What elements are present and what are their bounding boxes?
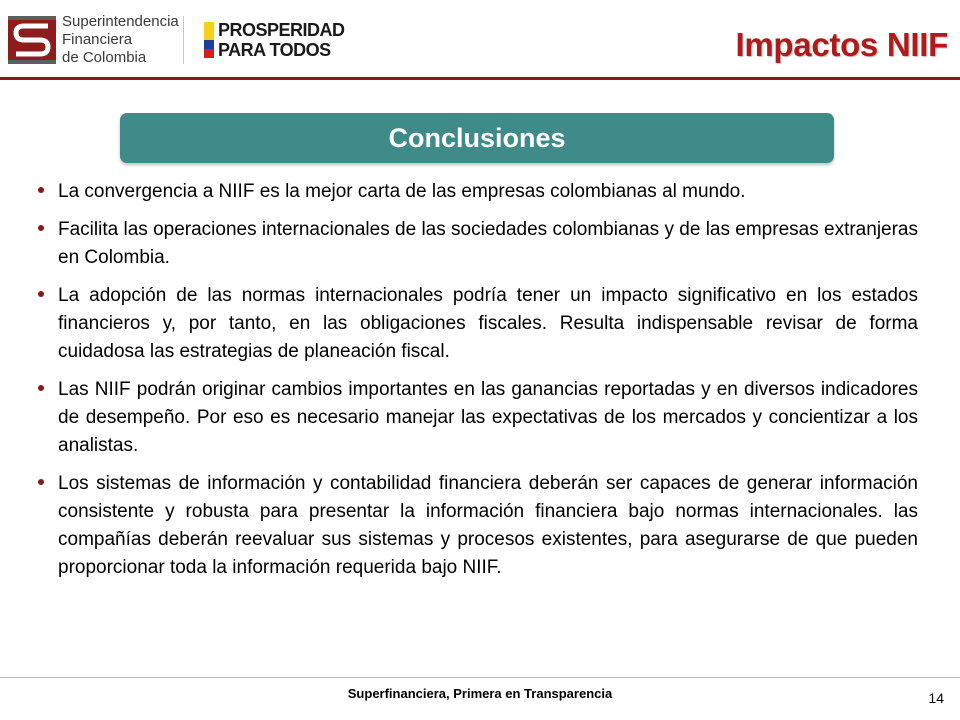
list-item [38, 282, 918, 366]
banner-title: Conclusiones [388, 123, 566, 153]
slide-section-title: Impactos NIIF [735, 26, 948, 63]
bullet-icon [38, 479, 44, 485]
bullet-icon [38, 385, 44, 391]
sfc-logo-line: Financiera [62, 31, 133, 48]
superfinanciera-logo [8, 12, 180, 68]
list-item [38, 470, 918, 582]
slide-header [0, 0, 960, 80]
superfinanciera-logo-text [62, 13, 179, 67]
sfc-logo-line: de Colombia [62, 49, 147, 66]
bullet-icon [38, 225, 44, 231]
bullet-icon [38, 187, 44, 193]
page-number: 14 [928, 690, 944, 706]
list-item [38, 216, 918, 272]
list-item-text: Los sistemas de información y contabilidad financiera deberán ser capaces de generar información consistente y robusta para presentar la información financiera bajo normas internacionales. las compañías deberán reevaluar sus sistemas y procesos existentes, para asegurarse de que pueden proporcionar toda la información requerida bajo NIIF. [58, 473, 918, 578]
list-item-text: Facilita las operaciones internacionales de las sociedades colombianas y de las empresas extranjeras en Colombia. [58, 219, 918, 268]
conclusions-list [38, 178, 918, 592]
bullet-icon [38, 291, 44, 297]
prosperidad-logo [204, 20, 354, 60]
colombia-flag-icon [204, 22, 214, 58]
footer-divider [0, 677, 960, 678]
pp-logo-line: PARA TODOS [218, 40, 331, 60]
list-item [38, 178, 918, 206]
list-item-text: La adopción de las normas internacionales podría tener un impacto significativo en los estados financieros y, por tanto, en las obligaciones fiscales. Resulta indispensable revisar de forma cuidadosa las estrategias de planeación fiscal. [58, 285, 918, 362]
list-item-text: La convergencia a NIIF es la mejor carta de las empresas colombianas al mundo. [58, 181, 746, 202]
header-divider [0, 77, 960, 80]
conclusions-banner [120, 113, 834, 163]
superfinanciera-emblem-icon [8, 16, 56, 64]
list-item-text: Las NIIF podrán originar cambios importantes en las ganancias reportadas y en diversos indicadores de desempeño. Por eso es necesario manejar las expectativas de los mercados y concientizar a los analistas. [58, 379, 918, 456]
footer-slogan: Superfinanciera, Primera en Transparencia [347, 686, 613, 701]
pp-logo-line: PROSPERIDAD [218, 20, 345, 40]
logo-divider [183, 16, 184, 64]
prosperidad-logo-text [218, 20, 345, 60]
list-item [38, 376, 918, 460]
sfc-logo-line: Superintendencia [62, 13, 179, 30]
